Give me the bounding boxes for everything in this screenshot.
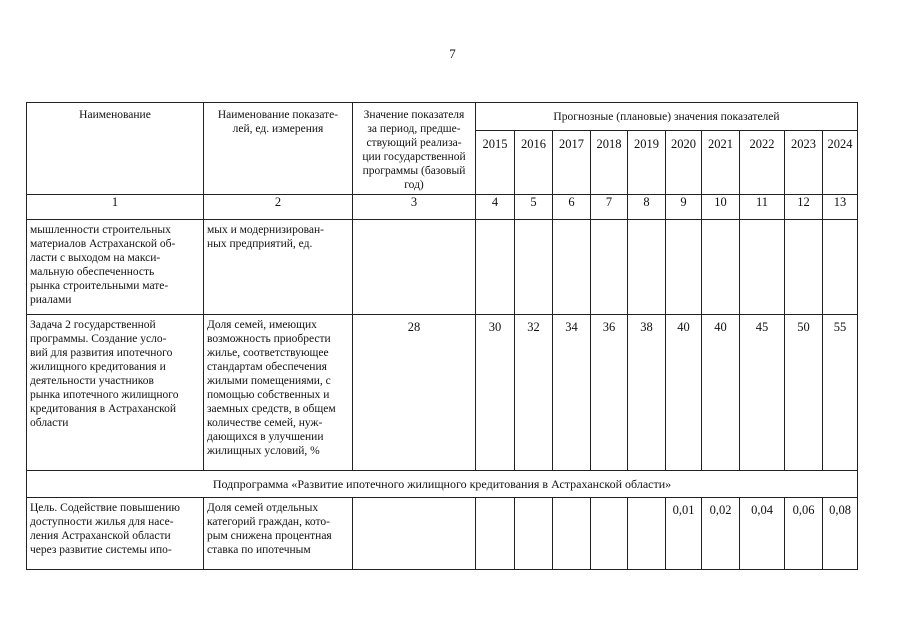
header-year: 2023 [785, 131, 823, 195]
header-year: 2017 [553, 131, 591, 195]
row-base-value [353, 220, 476, 315]
row-name: Задача 2 государственной программы. Создание усло- вий для развития ипотечного жилищного кредитования и деятельности участников рынка ипотечного жилищного кредитования в Астраханской области [27, 315, 204, 471]
row-value [702, 220, 740, 315]
row-indicator: мых и модернизирован- ных предприятий, ед. [204, 220, 353, 315]
header-year: 2016 [515, 131, 553, 195]
row-name: Цель. Содействие повышению доступности жилья для насе- ления Астраханской области через развитие системы ипо- [27, 498, 204, 570]
row-base-value: 28 [353, 315, 476, 471]
row-value: 50 [785, 315, 823, 471]
table-row [27, 315, 858, 471]
indicator-table [26, 102, 858, 570]
column-number: 6 [553, 195, 591, 220]
header-row [27, 103, 858, 131]
column-number: 4 [476, 195, 515, 220]
row-value: 0,06 [785, 498, 823, 570]
row-value [591, 220, 628, 315]
column-number: 8 [628, 195, 666, 220]
column-number: 5 [515, 195, 553, 220]
subprogram-row [27, 471, 858, 498]
header-year: 2024 [823, 131, 858, 195]
row-value: 36 [591, 315, 628, 471]
row-base-value [353, 498, 476, 570]
column-number: 1 [27, 195, 204, 220]
row-value: 0,08 [823, 498, 858, 570]
column-numbers-row [27, 195, 858, 220]
row-value: 34 [553, 315, 591, 471]
column-number: 7 [591, 195, 628, 220]
column-number: 10 [702, 195, 740, 220]
header-forecast-title: Прогнозные (плановые) значения показателей [476, 103, 858, 131]
row-value: 38 [628, 315, 666, 471]
header-year: 2021 [702, 131, 740, 195]
row-value [740, 220, 785, 315]
page-number: 7 [449, 46, 456, 61]
row-value: 0,02 [702, 498, 740, 570]
header-year: 2018 [591, 131, 628, 195]
row-value [515, 498, 553, 570]
row-indicator: Доля семей отдельных категорий граждан, кото- рым снижена процентная ставка по ипотечным [204, 498, 353, 570]
row-value [628, 498, 666, 570]
column-number: 2 [204, 195, 353, 220]
row-value: 32 [515, 315, 553, 471]
table-row [27, 498, 858, 570]
row-value [553, 220, 591, 315]
row-value: 55 [823, 315, 858, 471]
column-number: 13 [823, 195, 858, 220]
row-value: 30 [476, 315, 515, 471]
column-number: 11 [740, 195, 785, 220]
column-number: 12 [785, 195, 823, 220]
row-value: 0,04 [740, 498, 785, 570]
header-name: Наименование [27, 103, 204, 195]
row-value [515, 220, 553, 315]
row-name: мышленности строительных материалов Астраханской об- ласти с выходом на макси- мальную обеспеченность рынка строительными мате- риалами [27, 220, 204, 315]
header-base-value: Значение показателя за период, предше- ствующий реализа- ции государственной программы (базовый год) [353, 103, 476, 195]
row-value [591, 498, 628, 570]
header-year: 2019 [628, 131, 666, 195]
header-year: 2015 [476, 131, 515, 195]
row-indicator: Доля семей, имеющих возможность приобрести жилье, соответствующее стандартам обеспечения жилыми помещениями, с помощью собственных и заемных средств, в общем количестве семей, нуж- дающихся в улучшении жилищных условий, % [204, 315, 353, 471]
subprogram-title: Подпрограмма «Развитие ипотечного жилищного кредитования в Астраханской области» [27, 471, 858, 498]
row-value [476, 498, 515, 570]
row-value: 0,01 [666, 498, 702, 570]
row-value [476, 220, 515, 315]
row-value: 40 [666, 315, 702, 471]
header-indicator: Наименование показате- лей, ед. измерения [204, 103, 353, 195]
header-year: 2020 [666, 131, 702, 195]
row-value: 45 [740, 315, 785, 471]
header-year: 2022 [740, 131, 785, 195]
column-number: 3 [353, 195, 476, 220]
table-row [27, 220, 858, 315]
row-value: 40 [702, 315, 740, 471]
row-value [666, 220, 702, 315]
row-value [785, 220, 823, 315]
row-value [628, 220, 666, 315]
column-number: 9 [666, 195, 702, 220]
row-value [823, 220, 858, 315]
row-value [553, 498, 591, 570]
